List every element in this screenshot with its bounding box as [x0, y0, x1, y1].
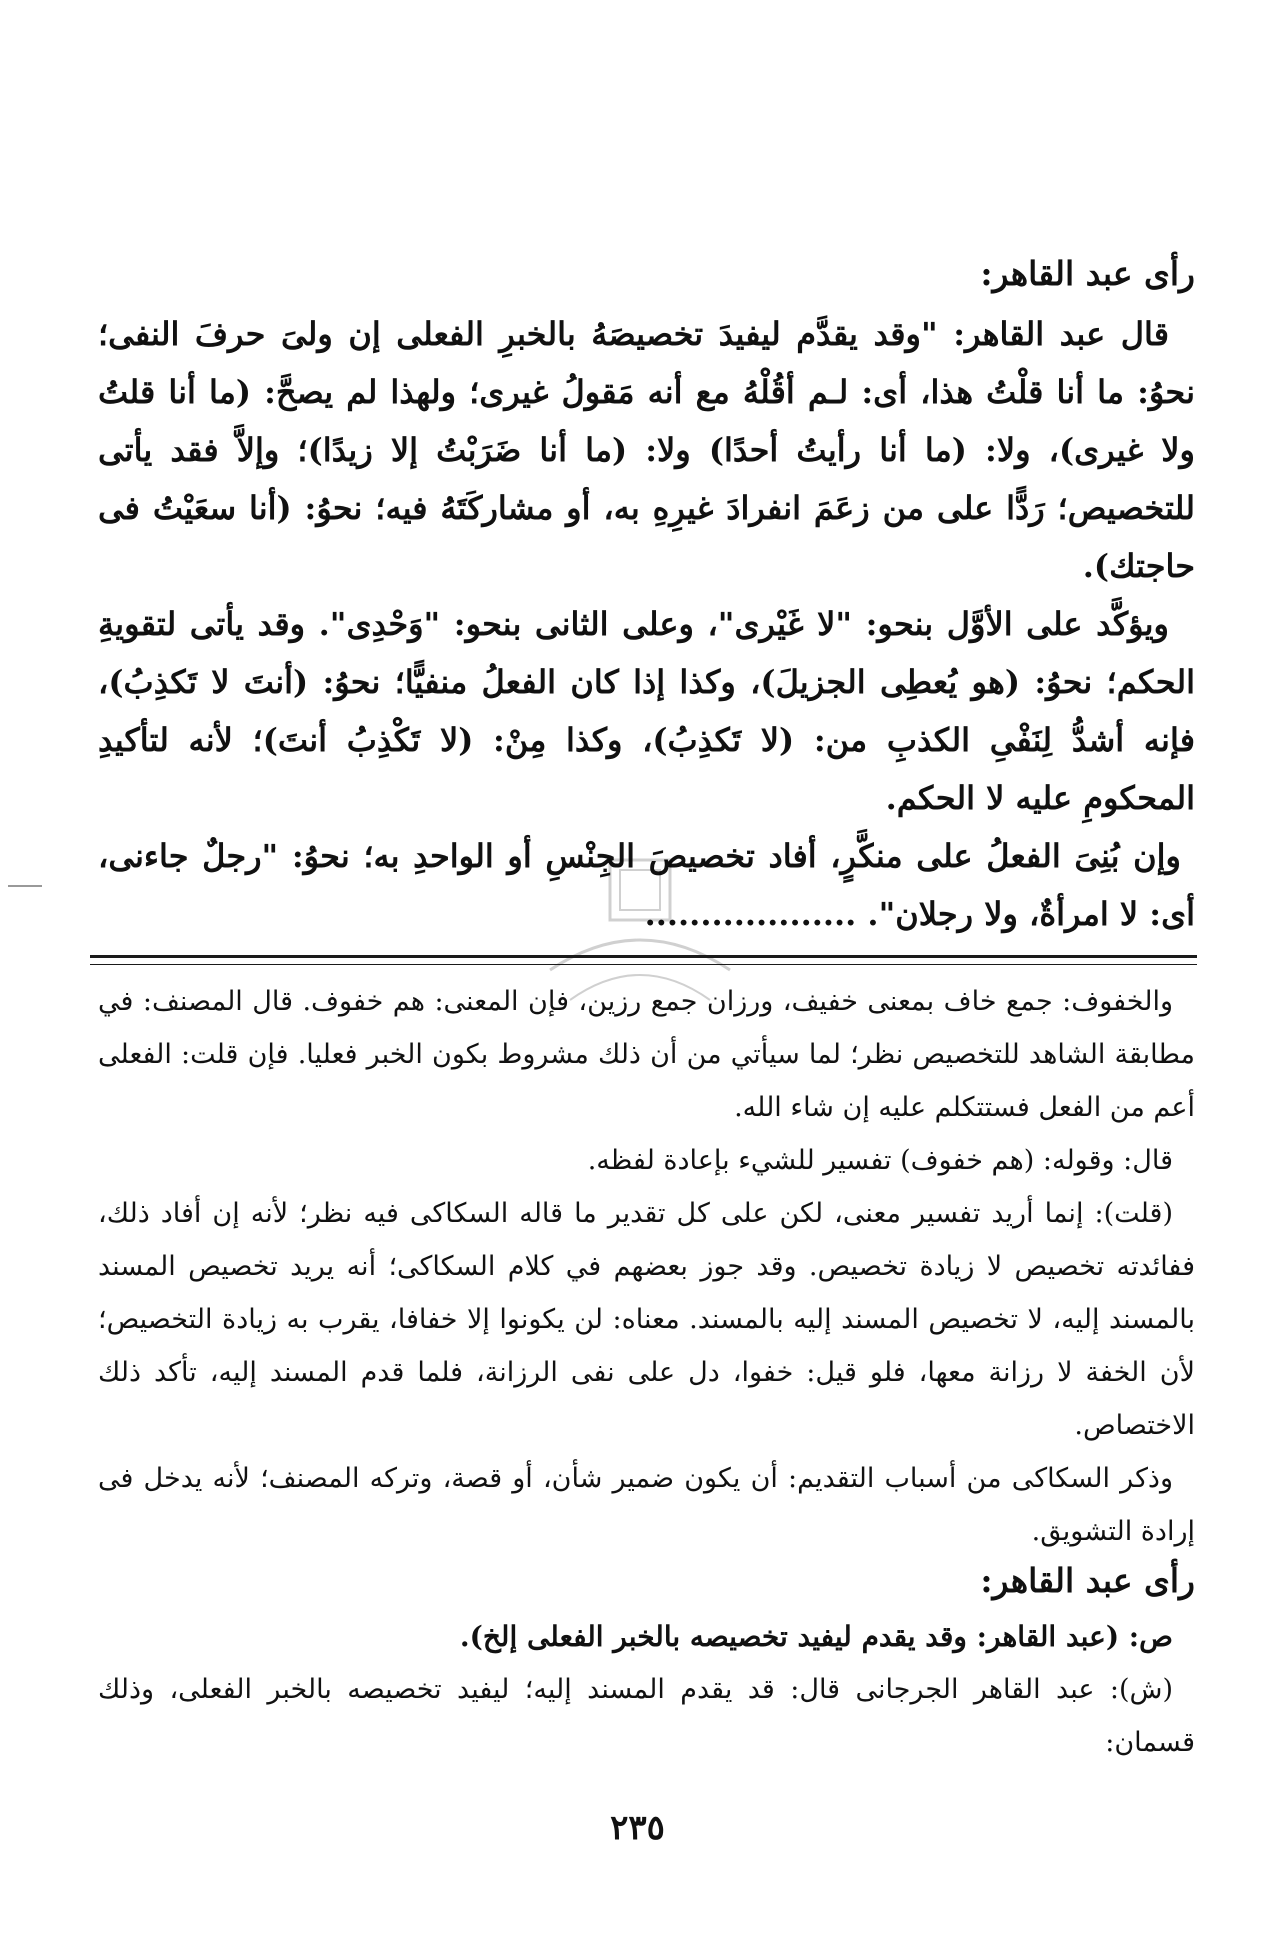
commentary-text [98, 975, 1195, 1769]
commentary-paragraph: والخفوف: جمع خاف بمعنى خفيف، ورزان جمع رزين، فإن المعنى: هم خفوف. قال المصنف: في مطابقة الشاهد للتخصيص نظر؛ لما سيأتي من أن ذلك مشروط بكون الخبر فعليا. فإن قلت: الفعلى أعم من الفعل فستتكلم عليه إن شاء الله. [98, 986, 1195, 1123]
commentary-paragraph: قال: وقوله: (هم خفوف) تفسير للشيء بإعادة لفظه. [587, 1145, 1173, 1176]
shin-line: (ش): عبد القاهر الجرجانى قال: قد يقدم المسند إليه؛ ليفيد تخصيصه بالخبر الفعلى، وذلك قسمان: [98, 1674, 1195, 1758]
footnote-separator [90, 955, 1197, 965]
main-paragraph: وإن بُنِىَ الفعلُ على منكَّرٍ، أفاد تخصيصَ الجِنْسِ أو الواحدِ به؛ نحوُ: "رجلٌ جاءنى، أى: لا امرأةٌ، ولا رجلان". ................... [98, 837, 1195, 933]
main-text [98, 245, 1195, 943]
page-number: ٢٣٥ [610, 1808, 665, 1848]
main-paragraph: قال عبد القاهر: "وقد يقدَّم ليفيدَ تخصيصَهُ بالخبرِ الفعلى إن ولىَ حرفَ النفى؛ نحوُ: ما أنا قلْتُ هذا، أى: لـم أقُلْهُ مع أنه مَقولُ غيرى؛ ولهذا لم يصحَّ: (ما أنا قلتُ ولا غيرى)، ولا: (ما أنا رأيتُ أحدًا) ولا: (ما أنا ضَرَبْتُ إلا زيدًا)؛ وإلاَّ فقد يأتى للتخصيص؛ رَدًّا على من زعَمَ انفرادَ غيرِهِ به، أو مشاركَتَهُ فيه؛ نحوُ: (أنا سعَيْتُ فى حاجتك). [98, 315, 1196, 585]
main-paragraph: ويؤكَّد على الأوَّل بنحو: "لا غَيْرى"، وعلى الثانى بنحو: "وَحْدِى". وقد يأتى لتقويةِ الحكم؛ نحوُ: (هو يُعطِى الجزيلَ)، وكذا إذا كان الفعلُ منفيًّا؛ نحوُ: (أنتَ لا تَكذِبُ)، فإنه أشدُّ لِنَفْىِ الكذبِ من: (لا تَكذِبُ)، وكذا مِنْ: (لا تَكْذِبُ أنتَ)؛ لأنه لتأكيدِ المحكومِ عليه لا الحكم. [98, 605, 1196, 817]
commentary-paragraph: (قلت): إنما أريد تفسير معنى، لكن على كل تقدير ما قاله السكاكى فيه نظر؛ لأنه إن أفاد ذلك، ففائدته تخصيص لا زيادة تخصيص. وقد جوز بعضهم في كلام السكاكى؛ أنه يريد تخصيص المسند بالمسند إليه، لا تخصيص المسند إليه بالمسند. معناه: لن يكونوا إلا خفافا، يقرب به زيادة التخصيص؛ لأن الخفة لا رزانة معها، فلو قيل: خفوا، دل على نفى الرزانة، فلما قدم المسند إليه، تأكد ذلك الاختصاص. [98, 1198, 1195, 1441]
commentary-heading: رأى عبد القاهر: [980, 1561, 1195, 1600]
section-heading: رأى عبد القاهر: [980, 254, 1195, 293]
scan-edge-mark [8, 885, 42, 887]
commentary-paragraph: وذكر السكاكى من أسباب التقديم: أن يكون ضمير شأن، أو قصة، وتركه المصنف؛ لأنه يدخل فى إرادة التشويق. [98, 1463, 1195, 1547]
sad-line: ص: (عبد القاهر: وقد يقدم ليفيد تخصيصه بالخبر الفعلى إلخ). [459, 1620, 1173, 1653]
